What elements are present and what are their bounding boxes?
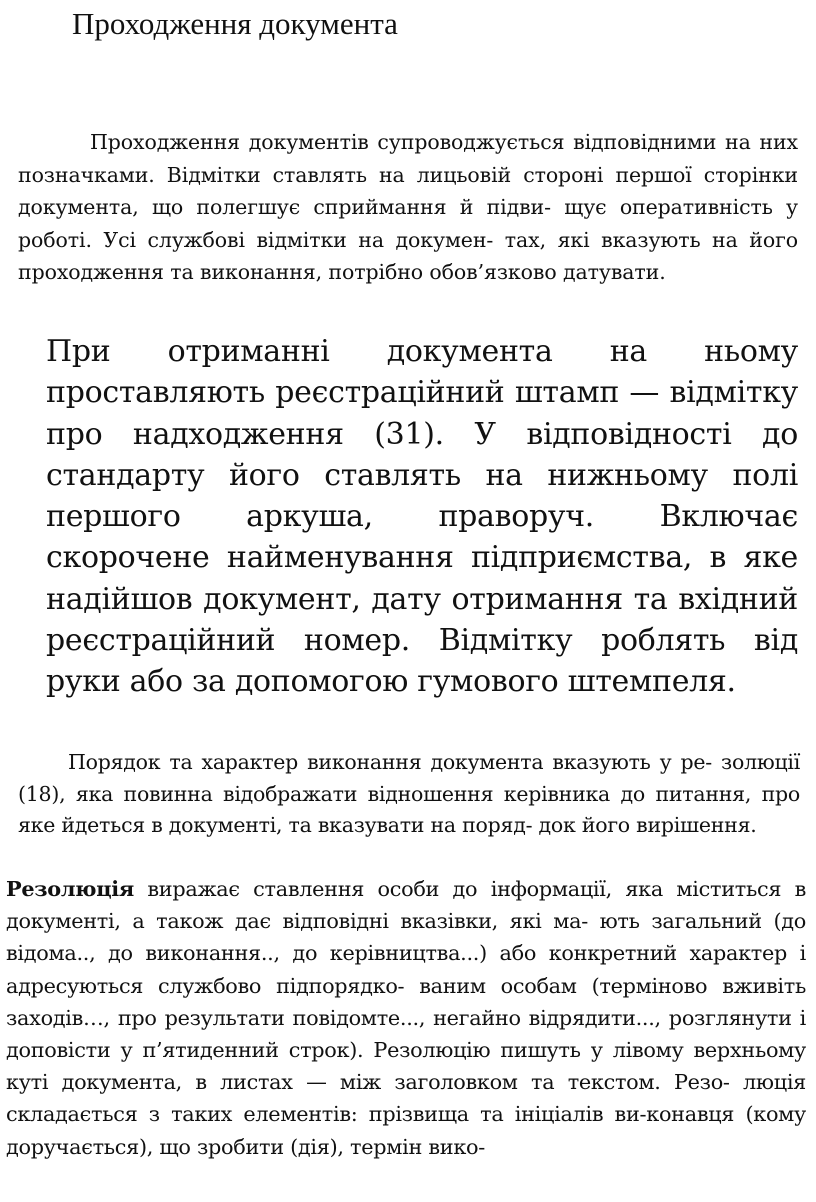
paragraph-resolution: [6, 873, 806, 1163]
resolution-text: виражає ставлення особи до інформації, яка міститься в документі, а також дає відповідні вказівки, які ма- ють загальний (до відома.., до виконання.., до керівництва...) або конкретний характер і адресуються службово підпорядко- ваним особам (терміново вживіть заходів…, про результати повідомте..., негайно відрядити..., розглянути і доповісти у п’ятиденний строк). Резолюцію пишуть у лівому верхньому куті документа, в листах — між заголовком та текстом. Резо- люція складається з таких елементів: прізвища та ініціалів ви-конавця (кому доручається), що зробити (дія), термін вико-: [6, 877, 806, 1159]
paragraph-document-flow: Проходження документів супроводжується відповідними на них позначками. Відмітки ставлять на лицьовій стороні першої сторінки документа, що полегшує сприймання й підви- щує оперативність у роботі. Усі службові відмітки на докумен- тах, які вказують на його проходження та виконання, потрібно обов’язково датувати.: [18, 130, 798, 285]
page-title: Проходження документа: [72, 6, 398, 41]
paragraph-execution-order: Порядок та характер виконання документа вказують у ре- золюції (18), яка повинна відображати відношення керівника до питання, про яке йдеться в документі, та вказувати на поряд- док його вирішення.: [18, 750, 800, 837]
resolution-term: Резолюція: [6, 876, 134, 901]
paragraph-registration-stamp: При отриманні документа на ньому проставляють реєстраційний штамп — відмітку про надходження (31). У відповідності до стандарту його ставлять на нижньому полі першого аркуша, праворуч. Включає скорочене найменування підприємства, в яке надійшов документ, дату отримання та вхідний реєстраційний номер. Відмітку роблять від руки або за допомогою гумового штемпеля.: [46, 334, 798, 700]
